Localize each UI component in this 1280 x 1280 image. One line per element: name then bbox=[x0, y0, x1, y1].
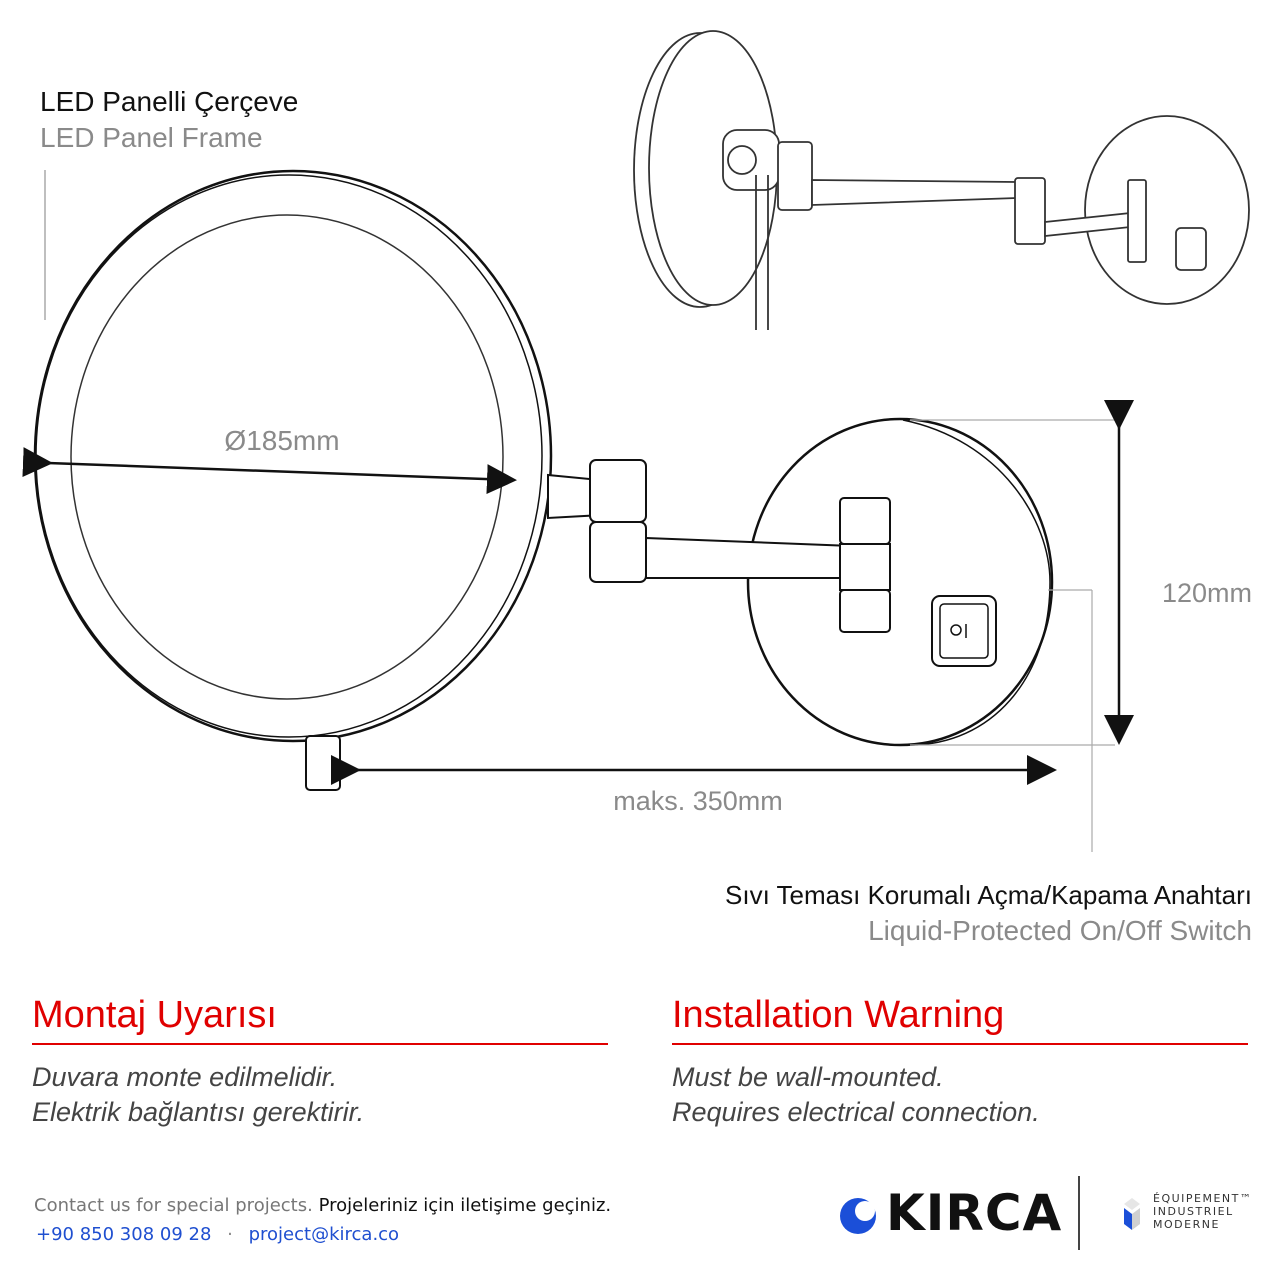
warning-line-tr-1: Duvara monte edilmelidir. bbox=[32, 1062, 338, 1092]
wall-bracket-lower bbox=[840, 590, 890, 632]
warning-line-en-2: Requires electrical connection. bbox=[672, 1097, 1040, 1127]
extension-value: maks. 350mm bbox=[613, 786, 783, 816]
frame-label-en: LED Panel Frame bbox=[40, 122, 263, 153]
kirca-logo-icon bbox=[840, 1198, 876, 1234]
warning-divider-tr bbox=[32, 1043, 608, 1045]
mirror-outer-rim bbox=[35, 171, 551, 741]
brand-name: KIRCA bbox=[886, 1184, 1063, 1242]
contact-links bbox=[36, 1224, 409, 1245]
contact-separator: · bbox=[227, 1224, 233, 1245]
frame-label-tr: LED Panelli Çerçeve bbox=[40, 86, 299, 117]
warning-body-tr bbox=[32, 1060, 364, 1130]
mirror-hinge-upper bbox=[590, 460, 646, 522]
height-value: 120mm bbox=[1161, 578, 1253, 608]
contact-en: Contact us for special projects. bbox=[34, 1195, 313, 1216]
wall-bracket-upper bbox=[840, 498, 890, 544]
contact-tr: Projeleriniz için iletişime geçiniz. bbox=[318, 1195, 612, 1216]
email-link[interactable]: project@kirca.co bbox=[248, 1224, 400, 1245]
led-panel-ring bbox=[71, 215, 503, 699]
tagline-line-3: MODERNE bbox=[1153, 1218, 1220, 1231]
wall-plate bbox=[748, 419, 1052, 745]
diameter-dimension-arrow bbox=[48, 463, 512, 480]
perspective-sketch bbox=[634, 31, 1249, 330]
contact-text bbox=[34, 1195, 611, 1216]
warning-title-tr: Montaj Uyarısı bbox=[32, 994, 277, 1036]
switch-label-en: Liquid-Protected On/Off Switch bbox=[868, 915, 1252, 946]
phone-link[interactable]: +90 850 308 09 28 bbox=[36, 1224, 212, 1245]
brand-divider bbox=[1078, 1176, 1080, 1250]
tagline-line-2: INDUSTRIEL bbox=[1153, 1205, 1234, 1218]
tagline-line-1: ÉQUIPEMENT™ bbox=[1153, 1192, 1253, 1205]
warning-body-en bbox=[672, 1060, 1040, 1130]
brand-tagline bbox=[1153, 1192, 1252, 1231]
mirror-pin bbox=[306, 736, 340, 790]
warning-line-tr-2: Elektrik bağlantısı gerektirir. bbox=[32, 1097, 365, 1127]
warning-title-en: Installation Warning bbox=[672, 994, 1005, 1036]
tagline-cube-icon bbox=[1122, 1196, 1142, 1232]
warning-divider-en bbox=[672, 1043, 1248, 1045]
mirror-hinge-lower bbox=[590, 522, 646, 582]
switch-label-tr: Sıvı Teması Korumalı Açma/Kapama Anahtarı bbox=[725, 880, 1252, 910]
diameter-value: Ø185mm bbox=[224, 425, 340, 456]
warning-line-en-1: Must be wall-mounted. bbox=[672, 1062, 944, 1092]
